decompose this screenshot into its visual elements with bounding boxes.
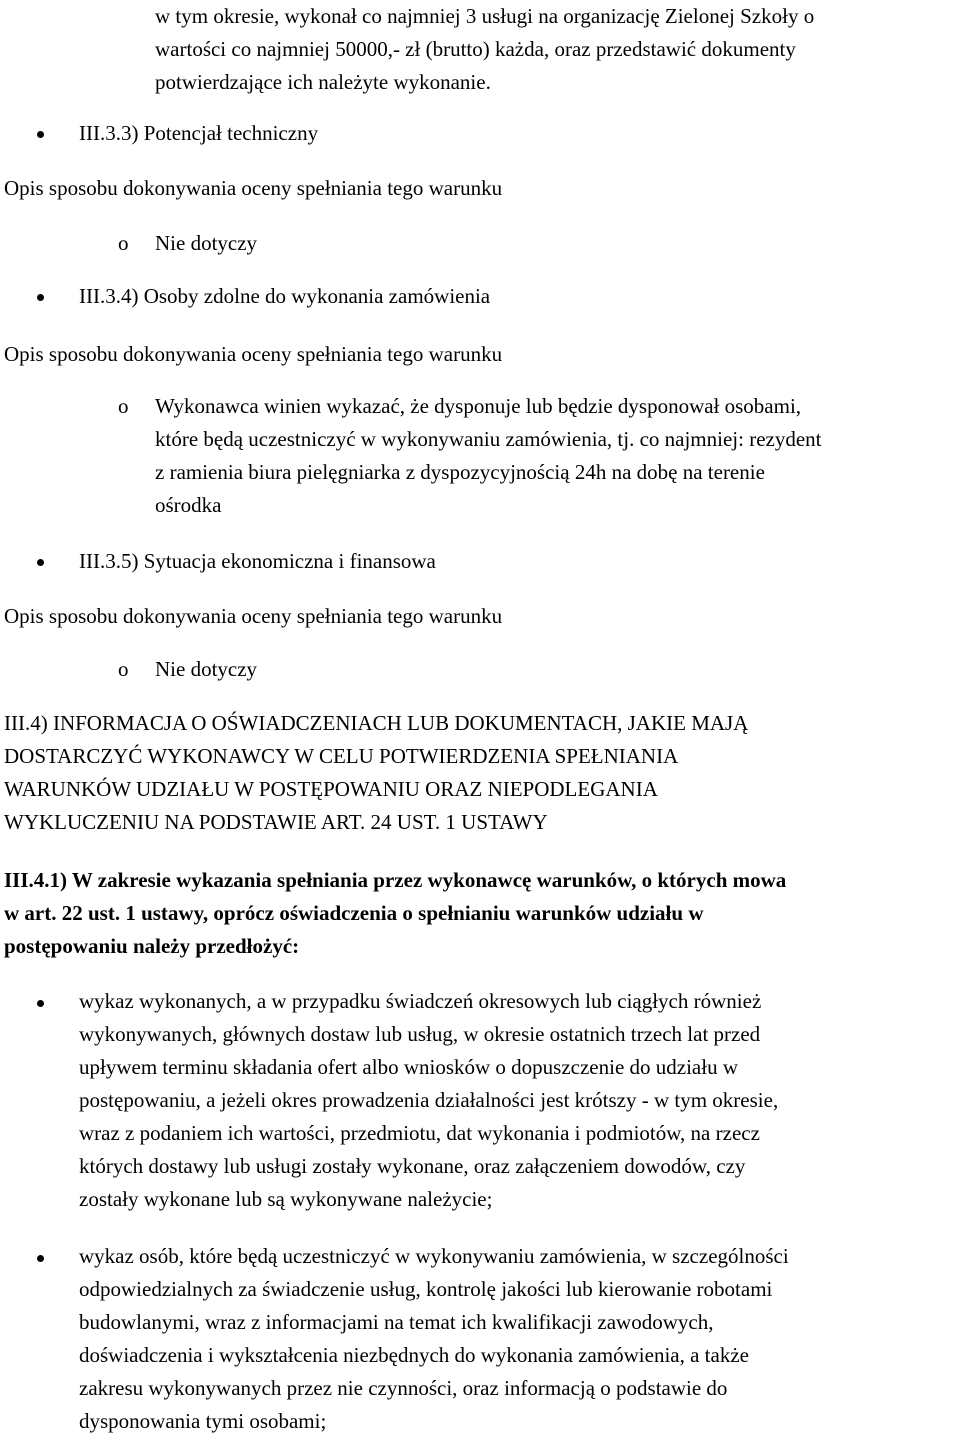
list-item-line: których dostawy lub usługi zostały wykonane, oraz załączeniem dowodów, czy — [79, 1154, 746, 1178]
circle-marker-icon: o — [118, 394, 129, 418]
requirement-line: Wykonawca winien wykazać, że dysponuje lub będzie dysponował osobami, — [155, 394, 802, 418]
heading-line: postępowaniu należy przedłożyć: — [4, 934, 300, 958]
nie-dotyczy-text: Nie dotyczy — [155, 231, 258, 255]
list-item-wykaz-osob — [79, 1240, 789, 1438]
list-item-line: zakresu wykonywanych przez nie czynności, oraz informacją o podstawie do — [79, 1376, 728, 1400]
list-item-line: upływem terminu składania ofert albo wniosków o dopuszczenie do udziału w — [79, 1055, 738, 1079]
requirement-line: ośrodka — [155, 493, 222, 517]
heading-line: w art. 22 ust. 1 ustawy, oprócz oświadczenia o spełnianiu warunków udziału w — [4, 901, 704, 925]
section-heading-iii-3-4: III.3.4) Osoby zdolne do wykonania zamówienia — [79, 284, 491, 308]
list-item-line: budowlanymi, wraz z informacjami na temat ich kwalifikacji zawodowych, — [79, 1310, 714, 1334]
intro-line: potwierdzające ich należyte wykonanie. — [155, 70, 491, 94]
list-item-line: dysponowania tymi osobami; — [79, 1409, 327, 1433]
opis-label: Opis sposobu dokonywania oceny spełniania tego warunku — [4, 342, 503, 366]
requirement-line: z ramienia biura pielęgniarka z dyspozycyjnością 24h na dobę na terenie — [155, 460, 765, 484]
section-heading-iii-3-3: III.3.3) Potencjał techniczny — [79, 121, 319, 145]
bullet-icon — [37, 131, 44, 138]
list-item-line: postępowaniu, a jeżeli okres prowadzenia działalności jest krótszy - w tym okresie, — [79, 1088, 779, 1112]
bullet-icon — [37, 559, 44, 566]
nie-dotyczy-text: Nie dotyczy — [155, 657, 258, 681]
section-heading-iii-4 — [4, 707, 748, 839]
requirement-line: które będą uczestniczyć w wykonywaniu zamówienia, tj. co najmniej: rezydent — [155, 427, 822, 451]
osoby-requirement-text — [155, 390, 822, 522]
heading-line: WYKLUCZENIU NA PODSTAWIE ART. 24 UST. 1 USTAWY — [4, 810, 548, 834]
bullet-icon — [37, 1000, 44, 1007]
circle-marker-icon: o — [118, 231, 129, 255]
section-heading-iii-4-1 — [4, 864, 786, 963]
intro-paragraph — [155, 0, 814, 99]
opis-label: Opis sposobu dokonywania oceny spełniania tego warunku — [4, 604, 503, 628]
list-item-line: wykaz wykonanych, a w przypadku świadczeń okresowych lub ciągłych również — [79, 989, 762, 1013]
heading-line: DOSTARCZYĆ WYKONAWCY W CELU POTWIERDZENIA SPEŁNIANIA — [4, 744, 679, 768]
list-item-line: doświadczenia i wykształcenia niezbędnych do wykonania zamówienia, a także — [79, 1343, 749, 1367]
opis-label: Opis sposobu dokonywania oceny spełniania tego warunku — [4, 176, 503, 200]
heading-line: WARUNKÓW UDZIAŁU W POSTĘPOWANIU ORAZ NIEPODLEGANIA — [4, 777, 658, 801]
heading-line: III.4) INFORMACJA O OŚWIADCZENIACH LUB DOKUMENTACH, JAKIE MAJĄ — [4, 711, 749, 735]
bullet-icon — [37, 1255, 44, 1262]
intro-line: wartości co najmniej 50000,- zł (brutto) każda, oraz przedstawić dokumenty — [155, 37, 796, 61]
list-item-line: odpowiedzialnych za świadczenie usług, kontrolę jakości lub kierowanie robotami — [79, 1277, 773, 1301]
list-item-line: wykaz osób, które będą uczestniczyć w wykonywaniu zamówienia, w szczególności — [79, 1244, 789, 1268]
circle-marker-icon: o — [118, 657, 129, 681]
list-item-line: zostały wykonane lub są wykonywane należycie; — [79, 1187, 493, 1211]
section-heading-iii-3-5: III.3.5) Sytuacja ekonomiczna i finansowa — [79, 549, 436, 573]
heading-line: III.4.1) W zakresie wykazania spełniania przez wykonawcę warunków, o których mowa — [4, 868, 787, 892]
list-item-line: wraz z podaniem ich wartości, przedmiotu, dat wykonania i podmiotów, na rzecz — [79, 1121, 760, 1145]
list-item-line: wykonywanych, głównych dostaw lub usług, w okresie ostatnich trzech lat przed — [79, 1022, 761, 1046]
bullet-icon — [37, 294, 44, 301]
intro-line: w tym okresie, wykonał co najmniej 3 usługi na organizację Zielonej Szkoły o — [155, 4, 815, 28]
list-item-wykaz-dostaw — [79, 985, 778, 1216]
